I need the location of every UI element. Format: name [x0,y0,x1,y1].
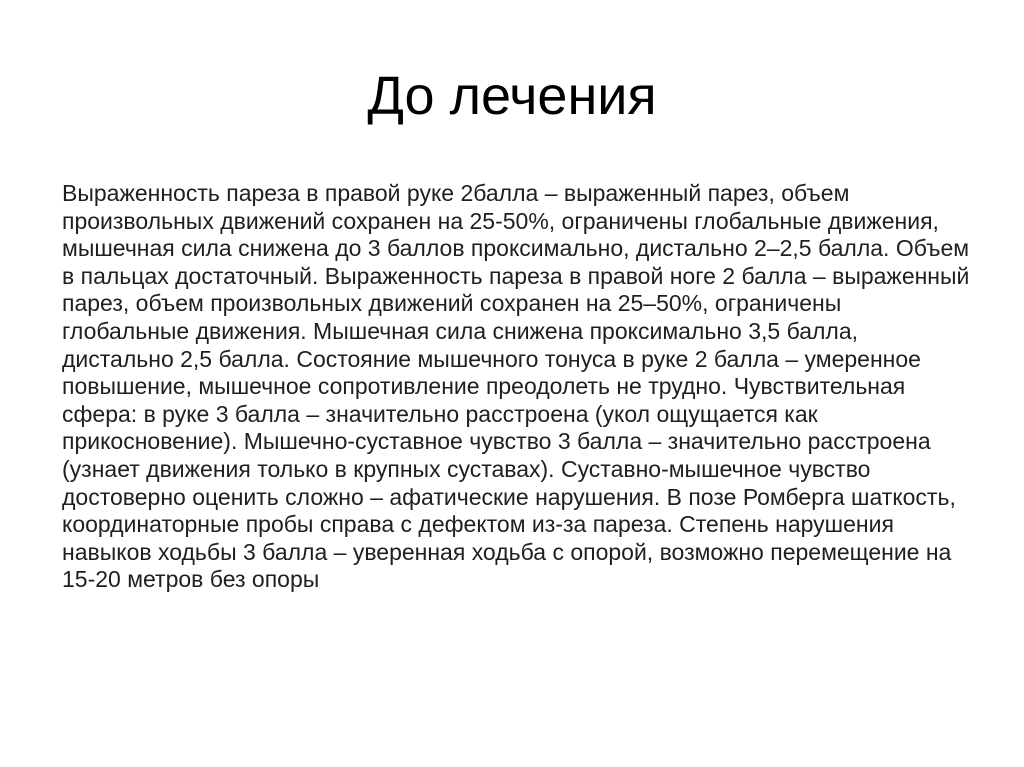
slide-body-text: Выраженность пареза в правой руке 2балла – выраженный парез, объем произвольных движений сохранен на 25-50%, ограничены глобальные движения, мышечная сила снижена до 3 баллов проксимально, дистально 2–2,5 балла. Объем в пальцах достаточный. Выраженность пареза в правой ноге 2 балла – выраженный парез, объем произвольных движений сохранен на 25–50%, ограничены глобальные движения. Мышечная сила снижена проксимально 3,5 балла, дистально 2,5 балла. Состояние мышечного тонуса в руке 2 балла – умеренное повышение, мышечное сопротивление преодолеть не трудно. Чувствительная сфера: в руке 3 балла – значительно расстроена (укол ощущается как прикосновение). Мышечно-суставное чувство 3 балла – значительно расстроена (узнает движения только в крупных суставах). Суставно-мышечное чувство достоверно оценить сложно – афатические нарушения. В позе Ромберга шаткость, координаторные пробы справа с дефектом из-за пареза. Степень нарушения навыков ходьбы 3 балла – уверенная ходьба с опорой, возможно перемещение на 15-20 метров без опоры [62,180,970,593]
slide-title: До лечения [367,66,657,126]
